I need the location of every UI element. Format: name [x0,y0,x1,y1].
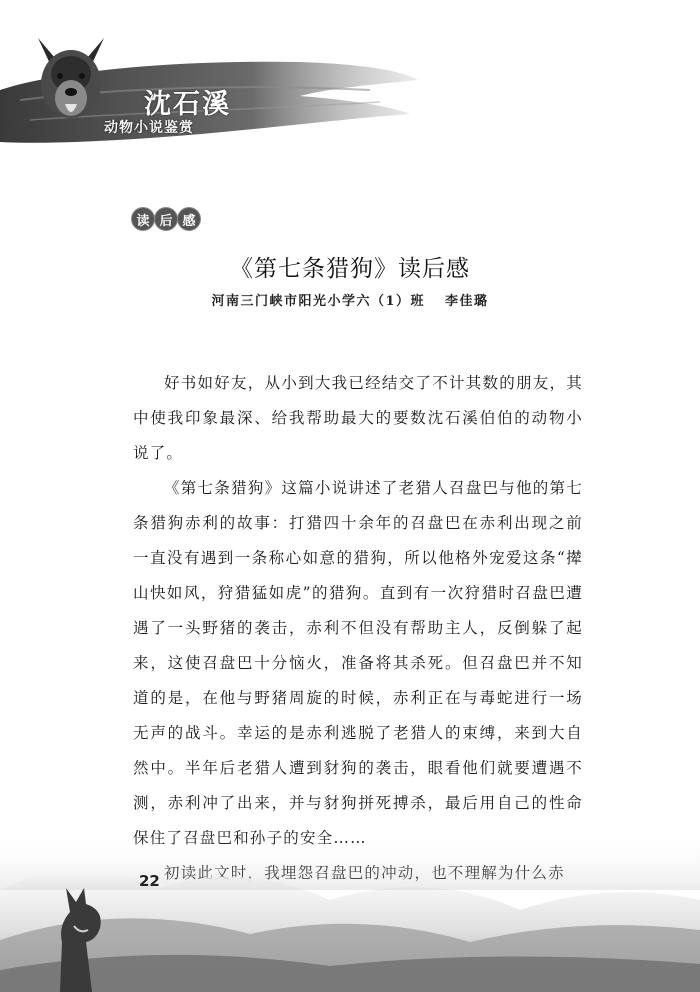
body-paragraph: 《第七条猎狗》这篇小说讲述了老猎人召盘巴与他的第七条猎狗赤利的故事：打猎四十余年的召盘巴在赤利出现之前一直没有遇到一条称心如意的猎狗，所以他格外宠爱这条“撵山快如风，狩猎猛如虎”的猎狗。直到有一次狩猎时召盘巴遭遇了一头野猪的袭击，赤利不但没有帮助主人，反倒躲了起来，这使召盘巴十分恼火，准备将其杀死。但召盘巴并不知道的是，在他与野猪周旋的时候，赤利正在与毒蛇进行一场无声的战斗。幸运的是赤利逃脱了老猎人的束缚，来到大自然中。半年后老猎人遭到豺狗的袭击，眼看他们就要遭遇不测，赤利冲了出来，并与豺狗拼死搏杀，最后用自己的性命保住了召盘巴和孙子的安全…… [133,479,583,847]
byline [0,290,700,309]
series-title: 沈石溪 [144,89,231,120]
section-badge-char: 后 [155,208,177,230]
section-badge-char: 读 [132,208,154,230]
series-subtitle: 动物小说鉴赏 [104,120,194,136]
body-paragraph: 初读此文时，我埋怨召盘巴的冲动，也不理解为什么赤 [164,864,565,882]
article-body [133,366,583,891]
footer-landscape-illustration [0,830,700,992]
byline-school: 河南三门峡市阳光小学六（1）班 [211,294,426,309]
byline-author: 李佳璐 [445,294,489,309]
article-title: 《第七条猎狗》读后感 [230,256,470,282]
page-number: 22 [139,872,160,890]
body-paragraph: 好书如好友，从小到大我已经结交了不计其数的朋友，其中使我印象最深、给我帮助最大的要数沈石溪伯伯的动物小说了。 [133,374,583,462]
section-badge [132,208,200,230]
dog-head-icon [30,34,112,132]
section-badge-char: 感 [178,208,200,230]
